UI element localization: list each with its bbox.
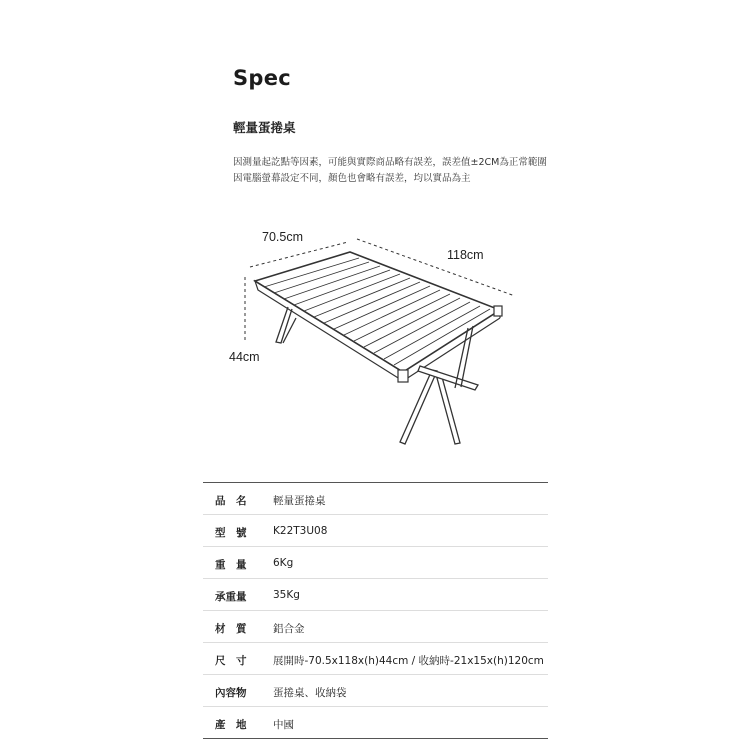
spec-key: 品 名 [215, 495, 247, 507]
spec-row-origin [203, 707, 548, 739]
table-legs [276, 307, 478, 444]
spec-value: 6Kg [273, 557, 294, 569]
spec-value: 蛋捲桌、收納袋 [273, 687, 347, 699]
length-dimension-line [357, 239, 515, 296]
spec-row-model [203, 515, 548, 547]
spec-value: K22T3U08 [273, 525, 328, 537]
width-dimension-label: 70.5cm [262, 230, 303, 244]
spec-table [203, 482, 548, 739]
spec-row-size [203, 643, 548, 675]
spec-value: 鋁合金 [273, 623, 305, 635]
table-slats [264, 258, 490, 365]
width-dimension-line [250, 242, 348, 267]
spec-title: Spec [233, 66, 292, 90]
product-heading: 輕量蛋捲桌 [233, 120, 296, 135]
spec-key: 承重量 [215, 591, 247, 603]
length-dimension-label: 118cm [447, 248, 484, 262]
spec-row-load [203, 579, 548, 611]
spec-row-weight [203, 547, 548, 579]
spec-value: 35Kg [273, 589, 300, 601]
table-top-frame [255, 252, 500, 372]
disclaimer-line-2: 因電腦螢幕設定不同，顏色也會略有誤差，均以實品為主 [233, 173, 471, 184]
spec-key: 型 號 [215, 527, 247, 539]
table-side-rail [255, 281, 403, 381]
disclaimer-line-1: 因測量起訖點等因素，可能與實際商品略有誤差，誤差值±2CM為正常範圍 [233, 157, 547, 168]
spec-row-name [203, 483, 548, 515]
spec-key: 材 質 [215, 623, 247, 635]
spec-key: 重 量 [215, 559, 247, 571]
spec-value: 展開時-70.5x118x(h)44cm / 收納時-21x15x(h)120cm [273, 655, 544, 667]
height-dimension-label: 44cm [229, 350, 260, 364]
spec-key: 產 地 [215, 719, 247, 731]
spec-value: 中國 [273, 719, 294, 731]
spec-key: 尺 寸 [215, 655, 247, 667]
spec-row-material [203, 611, 548, 643]
spec-value: 輕量蛋捲桌 [273, 495, 326, 507]
spec-row-contents [203, 675, 548, 707]
spec-key: 內容物 [215, 687, 247, 699]
